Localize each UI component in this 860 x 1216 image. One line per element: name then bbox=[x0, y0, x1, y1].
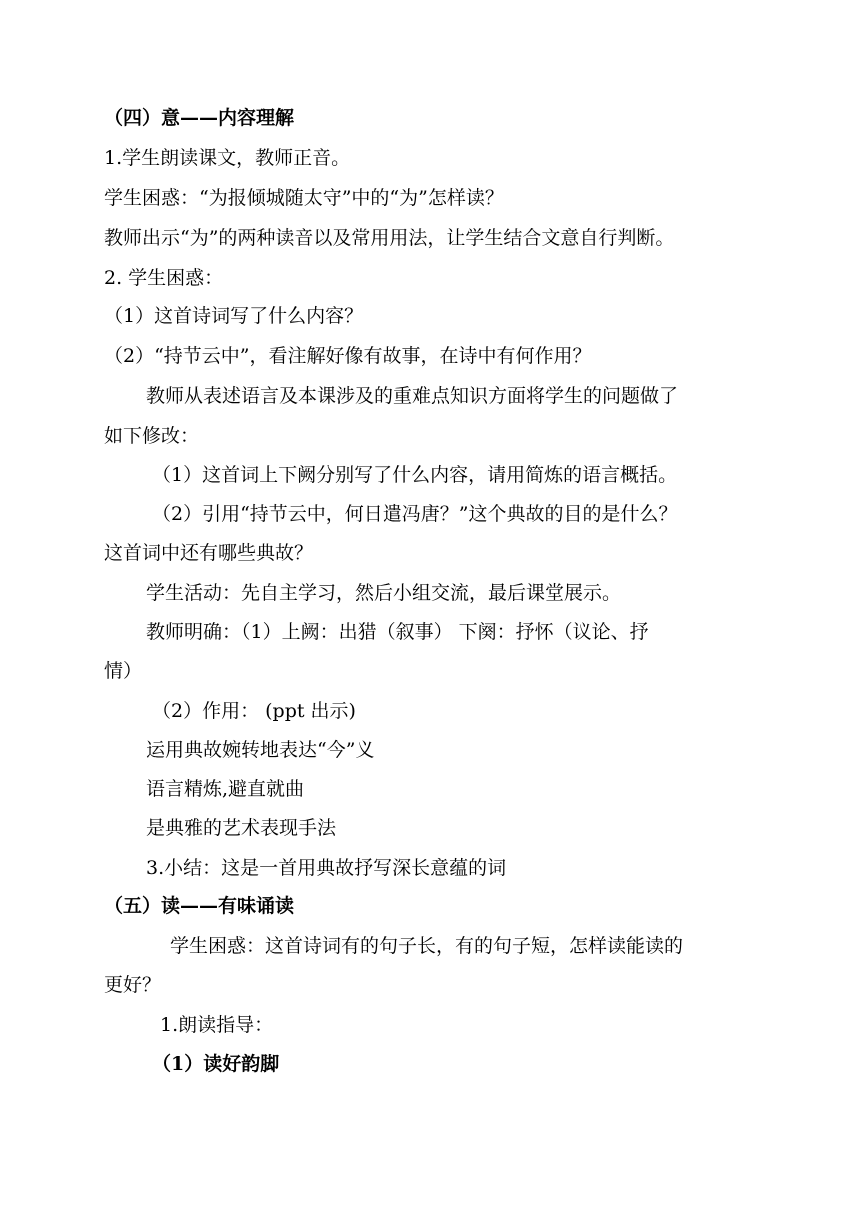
paragraph-teacher-shows-pronunciation: 教师出示“为”的两种读音以及常用用法，让学生结合文意自行判断。 bbox=[104, 227, 675, 249]
question-content: （1）这首诗词写了什么内容？ bbox=[104, 305, 364, 327]
paragraph-student-activity: 学生活动：先自主学习，然后小组交流，最后课堂展示。 bbox=[146, 582, 622, 604]
effect-point-three: 是典雅的艺术表现手法 bbox=[146, 817, 337, 839]
paragraph-student-confusion-reading-line1: 学生困惑：这首诗词有的句子长，有的句子短，怎样读能读的 bbox=[170, 935, 684, 957]
question-allusion-effect: （2）“持节云中”，看注解好像有故事，在诗中有何作用？ bbox=[104, 345, 592, 367]
paragraph-teacher-revision-line1: 教师从表述语言及本课涉及的重难点知识方面将学生的问题做了 bbox=[146, 385, 679, 407]
paragraph-teacher-clarifies-line2: 情） bbox=[104, 660, 143, 682]
paragraph-teacher-clarifies-line1: 教师明确：（1）上阙：出猎（叙事） 下阕：抒怀（议论、抒 bbox=[146, 621, 649, 643]
effect-point-one: 运用典故婉转地表达“今”义 bbox=[146, 739, 375, 761]
section-five-heading: （五）读——有味诵读 bbox=[104, 895, 295, 917]
subheading-rhyme: （1）读好韵脚 bbox=[152, 1053, 280, 1075]
paragraph-student-reading: 1.学生朗读课文，教师正音。 bbox=[104, 147, 351, 169]
paragraph-effect-ppt: （2）作用： (ppt 出示) bbox=[152, 700, 356, 722]
paragraph-teacher-revision-line2: 如下修改： bbox=[104, 425, 200, 447]
paragraph-student-confusion-pronunciation: 学生困惑：“为报倾城随太守”中的“为”怎样读？ bbox=[104, 187, 504, 209]
paragraph-summary: 3.小结：这是一首用典故抒写深长意蕴的词 bbox=[146, 857, 507, 879]
section-four-heading: （四）意——内容理解 bbox=[104, 107, 295, 129]
revised-question-two-line2: 这首词中还有哪些典故？ bbox=[104, 542, 314, 564]
paragraph-student-confusion-two: 2. 学生困惑： bbox=[104, 267, 224, 289]
revised-question-one: （1）这首词上下阙分别写了什么内容，请用简炼的语言概括。 bbox=[152, 464, 678, 486]
paragraph-student-confusion-reading-line2: 更好？ bbox=[104, 974, 162, 996]
revised-question-two-line1: （2）引用“持节云中，何日遣冯唐？”这个典故的目的是什么？ bbox=[152, 503, 678, 525]
paragraph-reading-guidance: 1.朗读指导： bbox=[160, 1014, 274, 1036]
effect-point-two: 语言精炼,避直就曲 bbox=[146, 778, 305, 800]
